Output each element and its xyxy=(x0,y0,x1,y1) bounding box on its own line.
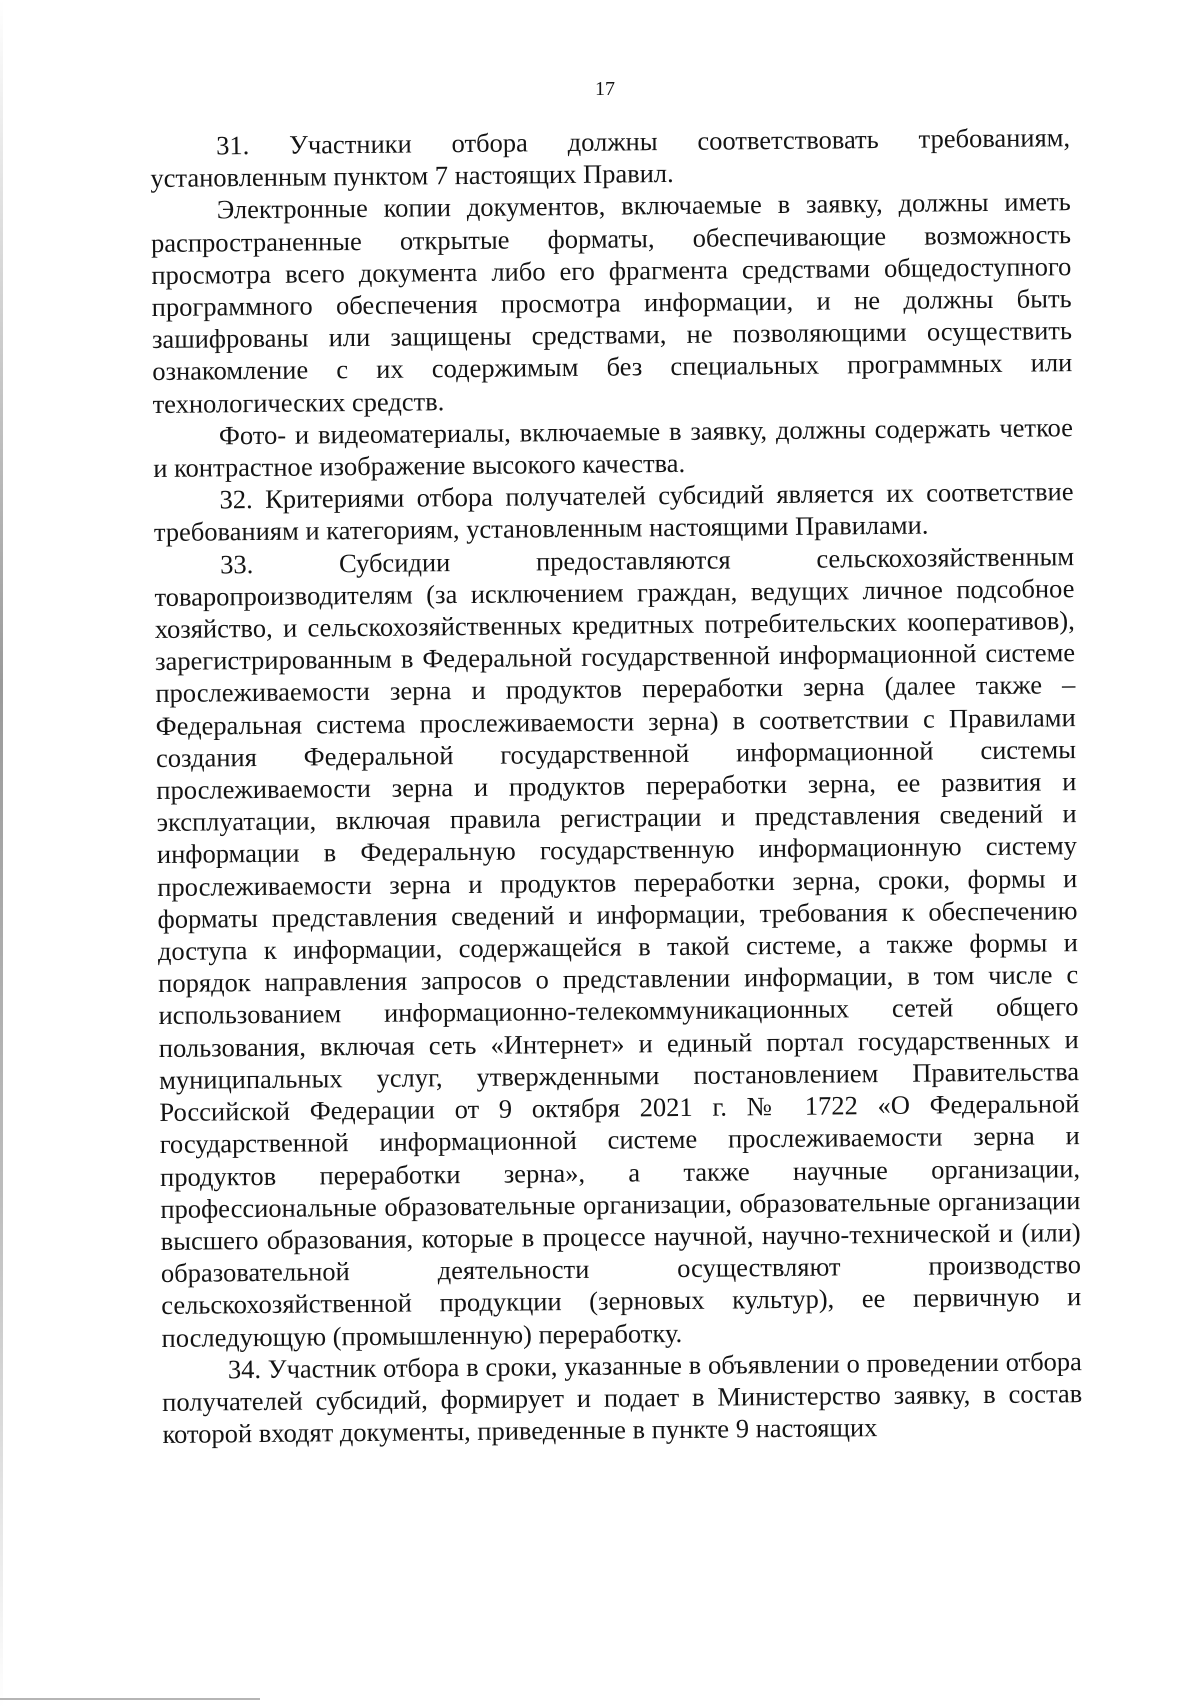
scan-edge-bottom xyxy=(0,1698,260,1700)
page-number: 17 xyxy=(595,78,615,100)
body-text xyxy=(150,121,1083,1450)
paragraph-electronic-copies: Электронные копии документов, включаемые в заявку, должны иметь распространенные открытые форматы, обеспечивающие возможность просмотра всего документа либо его фрагмента средствами общедоступного программного обеспечения просмотра информации, и не должны быть зашифрованы или защищены средствами, не позволяющими осуществить ознакомление с их содержимым без специальных программных или технологических средств. xyxy=(150,186,1073,419)
paragraph-32: 32. Критериями отбора получателей субсидий является их соответствие требованиям и категориям, установленным настоящими Правилами. xyxy=(153,476,1074,548)
scan-edge-left xyxy=(0,0,3,1708)
paragraph-33: 33. Субсидии предоставляются сельскохозяйственным товаропроизводителям (за исключением граждан, ведущих личное подсобное хозяйство, и сельскохозяйственных кредитных потребительских кооперативов), зарегистрированным в Федеральной государственной информационной системе прослеживаемости зерна и продуктов переработки зерна (далее также – Федеральная система прослеживаемости зерна) в соответствии с Правилами создания Федеральной государственной информационной системы прослеживаемости зерна и продуктов переработки зерна, ее развития и эксплуатации, включая правила регистрации и представления сведений и информации в Федеральную государственную информационную систему прослеживаемости зерна и продуктов переработки зерна, сроки, формы и форматы представления сведений и информации, требования к обеспечению доступа к информации, содержащейся в такой системе, а также формы и порядок направления запросов о представлении информации, в том числе с использованием информационно-телекоммуникационных сетей общего пользования, включая сеть «Интернет» и единый портал государственных и муниципальных услуг, утвержденными постановлением Правительства Российской Федерации от 9 октября 2021 г. № 1722 «О Федеральной государственной информационной системе прослеживаемости зерна и продуктов переработки зерна», а также научные организации, профессиональные образовательные организации, образовательные организации высшего образования, которые в процессе научной, научно-технической и (или) образовательной деятельности осуществляют производство сельскохозяйственной продукции (зерновых культур), ее первичную и последующую (промышленную) переработку. xyxy=(154,540,1082,1353)
paragraph-31: 31. Участники отбора должны соответствовать требованиям, установленным пунктом 7 настоящих Правил. xyxy=(150,122,1071,194)
paragraph-photo-video: Фото- и видеоматериалы, включаемые в заявку, должны содержать четкое и контрастное изображение высокого качества. xyxy=(153,411,1074,484)
paragraph-34: 34. Участник отбора в сроки, указанные в объявлении о проведении отбора получателей субсидий, формирует и подает в Министерство заявку, в состав которой входят документы, приведенные в пункте 9 настоящих xyxy=(162,1345,1083,1450)
